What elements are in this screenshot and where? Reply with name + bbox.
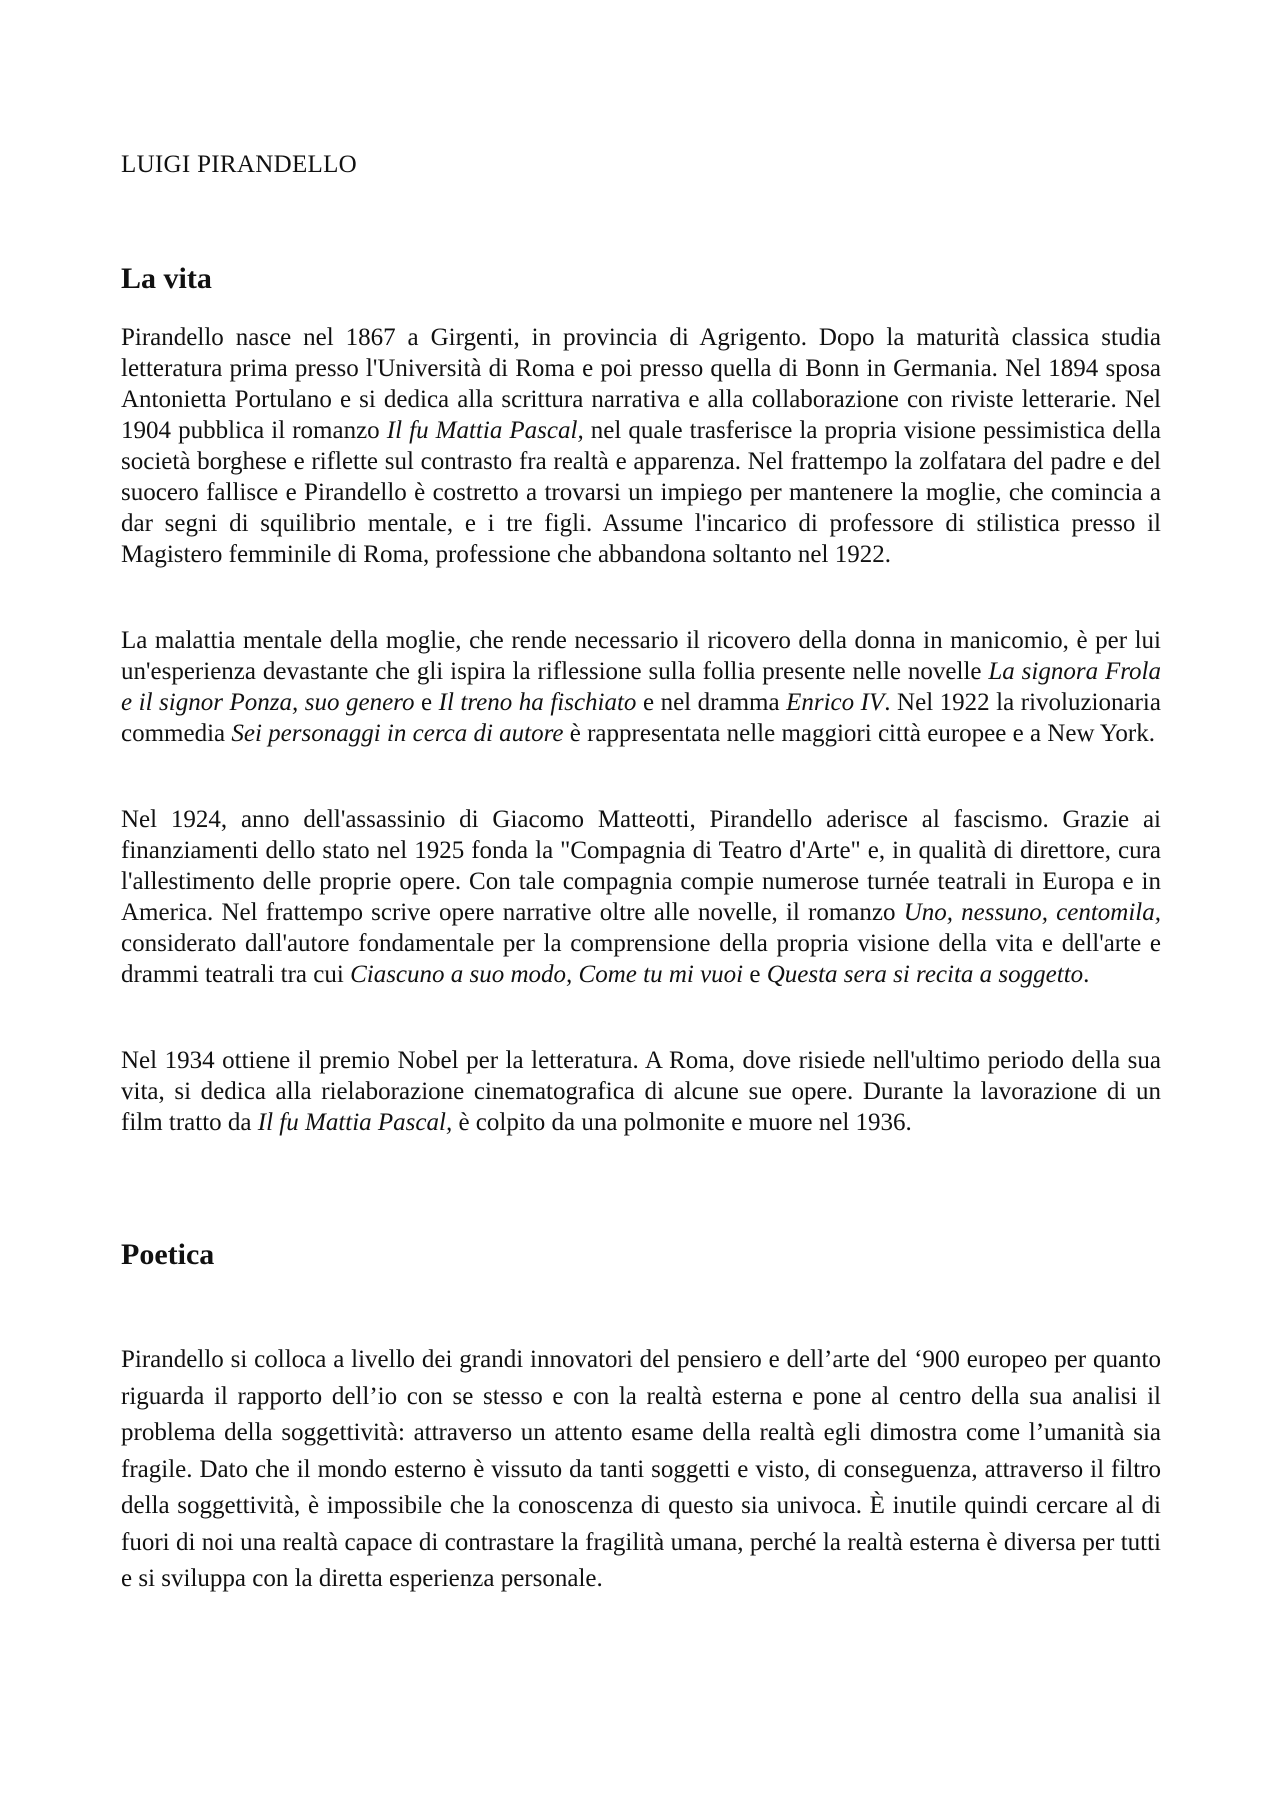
text-run: è rappresentata nelle maggiori città europee e a New York. <box>563 720 1155 747</box>
text-run: e <box>414 689 439 716</box>
text-run: Nel 1934 ottiene il premio Nobel per la letteratura. A Roma, dove risiede nell'ultimo periodo della sua vita, si dedica alla rielaborazione cinematografica di alcune sue opere. Durante la lavorazione di un film tratto da <box>121 1047 1161 1136</box>
text-run: Nel 1924, anno dell'assassinio di Giacomo Matteotti, Pirandello aderisce al fascismo. Grazie ai finanziamenti dello stato nel 1925 fonda la "Compagnia di Teatro d'Arte" e, in qualità di direttore, cura l'allestimento delle proprie opere. Con tale compagnia compie numerose turnée teatrali in Europa e in America. Nel frattempo scrive opere narrative oltre alle novelle, il romanzo <box>121 806 1161 926</box>
text-run: . <box>1083 961 1090 988</box>
italic-title: Questa sera si recita a soggetto <box>766 961 1084 988</box>
document-title: LUIGI PIRANDELLO <box>121 151 358 178</box>
paragraph-poetica-1: Pirandello si colloca a livello dei grandi innovatori del pensiero e dell’arte del ‘900 europeo per quanto riguarda il rapporto dell’io con se stesso e con la realtà esterna e pone al centro della sua analisi il problema della soggettività: attraverso un attento esame della realtà egli dimostra come l’umanità sia fragile. Dato che il mondo esterno è vissuto da tanti soggetti e visto, di conseguenza, attraverso il filtro della soggettività, è impossibile che la conoscenza di questo sia univoca. È inutile quindi cercare al di fuori di noi una realtà capace di contrastare la fragilità umana, perché la realtà esterna è diversa per tutti e si sviluppa con la diretta esperienza personale. <box>121 1346 1161 1592</box>
paragraph-vita-2 <box>121 625 1161 749</box>
text-run: . Nel 1922 la rivoluzionaria commedia <box>121 689 1161 747</box>
paragraph-vita-1 <box>121 322 1161 570</box>
text-run: La malattia mentale della moglie, che rende necessario il ricovero della donna in manicomio, è per lui un'esperienza devastante che gli ispira la riflessione sulla follia presente nelle novelle <box>121 627 1161 685</box>
text-run: e nel dramma <box>636 689 787 716</box>
section-heading-la-vita: La vita <box>121 262 212 295</box>
italic-title: Uno, nessuno, centomila, <box>903 899 1161 926</box>
text-run: è colpito da una polmonite e muore nel 1936. <box>452 1109 912 1136</box>
italic-title: Il fu Mattia Pascal, <box>257 1109 453 1136</box>
section-heading-poetica: Poetica <box>121 1238 215 1271</box>
italic-title: Il fu Mattia Pascal, <box>386 417 584 444</box>
italic-title: Il treno ha fischiato <box>438 689 637 716</box>
paragraph-vita-4 <box>121 1045 1161 1138</box>
text-run: considerato dall'autore fondamentale per la comprensione della propria visione della vita e dell'arte e drammi teatrali tra cui <box>121 930 1161 988</box>
italic-title: La signora Frola e il signor Ponza, suo genero <box>121 658 1161 716</box>
paragraph-vita-3 <box>121 804 1161 990</box>
text-run: Pirandello nasce nel 1867 a Girgenti, in provincia di Agrigento. Dopo la maturità classica studia letteratura prima presso l'Università di Roma e poi presso quella di Bonn in Germania. Nel 1894 sposa Antonietta Portulano e si dedica alla scrittura narrativa e alla collaborazione con riviste letterarie. Nel 1904 pubblica il romanzo <box>121 324 1161 444</box>
italic-title: Enrico IV <box>786 689 885 716</box>
italic-title: Ciascuno a suo modo, Come tu mi vuoi <box>350 961 744 988</box>
text-run: e <box>743 961 767 988</box>
italic-title: Sei personaggi in cerca di autore <box>231 720 564 747</box>
text-run: nel quale trasferisce la propria visione pessimistica della società borghese e riflette sul contrasto fra realtà e apparenza. Nel frattempo la zolfatara del padre e del suocero fallisce e Pirandello è costretto a trovarsi un impiego per mantenere la moglie, che comincia a dar segni di squilibrio mentale, e i tre figli. Assume l'incarico di professore di stilistica presso il Magistero femminile di Roma, professione che abbandona soltanto nel 1922. <box>121 417 1161 568</box>
